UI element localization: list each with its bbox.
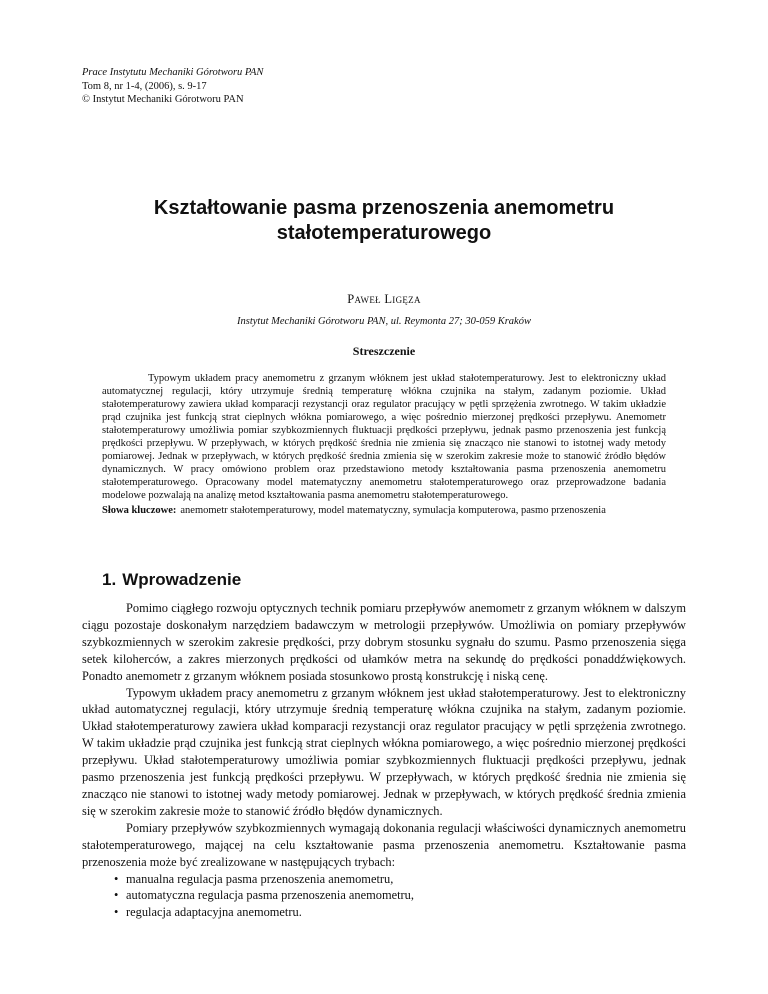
keywords-text: anemometr stałotemperaturowy, model matematyczny, symulacja komputerowa, pasmo przenoszenia xyxy=(180,505,606,516)
copyright-line: © Instytut Mechaniki Górotworu PAN xyxy=(82,94,244,105)
author-affiliation: Instytut Mechaniki Górotworu PAN, ul. Reymonta 27; 30-059 Kraków xyxy=(237,316,531,327)
section-body xyxy=(82,600,686,921)
section-heading xyxy=(102,570,241,590)
keywords-label: Słowa kluczowe: xyxy=(102,505,177,516)
section-title: Wprowadzenie xyxy=(122,570,242,589)
journal-name: Prace Instytutu Mechaniki Górotworu PAN xyxy=(82,67,264,78)
author-name: Paweł Ligęza xyxy=(347,292,421,306)
modes-list xyxy=(82,871,686,922)
title-line-1: Kształtowanie pasma przenoszenia anemometru xyxy=(153,197,615,219)
abstract-heading: Streszczenie xyxy=(352,344,416,358)
list-item: • manualna regulacja pasma przenoszenia anemometru, xyxy=(114,871,686,888)
abstract-text: Typowym układem pracy anemometru z grzanym włóknem jest układ stałotemperaturowy. Jest to elektroniczny układ automatycznej regulacji, który utrzymuje średnią temperaturę włókna czujnika na stałym, zadanym poziomie. Układ stałotemperaturowy zawiera układ komparacji rezystancji oraz regulator pracujący w pętli sprzężenia zwrotnego. W takim układzie prąd czujnika jest funkcją strat cieplnych włókna pomiarowego, a więc pośrednio mierzonej prędkości przepływu. Anemometr stałotemperaturowy umożliwia pomiar szybkozmiennych fluktuacji prędkości przepływu, jednak pasmo przenoszenia jest funkcją prędkości przepływu. W przepływach, w których prędkość średnia nie zmienia się znacząco nie stanowi to istotnej wady metody pomiarowej. Jednak w przepływach, w których prędkość średnia zmienia się w szerokim zakresie może to stanowić źródło błędów dynamicznych. W pracy omówiono problem oraz przedstawiono metody kształtowania pasma przenoszenia anemometru stałotemperaturowego. Opracowany model matematyczny anemometru stałotemperaturowego oraz przeprowadzone badania modelowe pozwalają na analizę metod kształtowania pasma anemometru stałotemperaturowego. xyxy=(102,373,666,501)
list-item: • automatyczna regulacja pasma przenoszenia anemometru, xyxy=(114,887,686,904)
paragraph-2: Typowym układem pracy anemometru z grzanym włóknem jest układ stałotemperaturowy. Jest to elektroniczny układ automatycznej regulacji, który utrzymuje średnią temperaturę włókna czujnika na stałym, zadanym poziomie. Układ stałotemperaturowy zawiera układ komparacji rezystancji oraz regulator pracujący w pętli sprzężenia zwrotnego. W takim układzie prąd czujnika jest funkcją strat cieplnych włókna pomiarowego, a więc pośrednio mierzonej prędkości przepływu. Układ stałotemperaturowy umożliwia pomiar szybkozmiennych fluktuacji prędkości przepływu, jednak pasmo przenoszenia jest funkcją prędkości przepływu. W przepływach, w których prędkość średnia nie zmienia się znacząco nie stanowi to istotnej wady metody pomiarowej. Jednak w przepływach, w których prędkość średnia zmienia się w szerokim zakresie może to stanowić źródło błędów dynamicznych. xyxy=(82,685,686,818)
journal-header xyxy=(82,66,263,107)
title-line-2: stałotemperaturowego xyxy=(276,222,492,244)
list-item: • regulacja adaptacyjna anemometru. xyxy=(114,904,686,921)
article-title xyxy=(0,196,768,246)
paragraph-1: Pomimo ciągłego rozwoju optycznych technik pomiaru przepływów anemometr z grzanym włóknem w dalszym ciągu pozostaje doskonałym narzędziem badawczym w metrologii przepływów. Umożliwia on pomiary przepływów szybkozmiennych w szerokim zakresie prędkości, przy dobrym stosunku sygnału do szumu. Pasmo przenoszenia sięga setek kiloherców, a zakres mierzonych prędkości od ułamków metra na sekundę do prędkości ponaddźwiękowych. Ponadto anemometr z grzanym włóknem posiada stosunkowo prostą konstrukcję i niską cenę. xyxy=(82,601,686,683)
journal-volume: Tom 8, nr 1-4, (2006), s. 9-17 xyxy=(82,80,207,92)
keywords xyxy=(102,504,666,517)
section-number: 1. xyxy=(102,570,117,589)
paragraph-3: Pomiary przepływów szybkozmiennych wymagają dokonania regulacji właściwości dynamicznych anemometru stałotemperaturowego, mającej na celu kształtowanie pasma przenoszenia anemometru. Kształtowanie pasma przenoszenia może być zrealizowane w następujących trybach: xyxy=(82,820,686,869)
